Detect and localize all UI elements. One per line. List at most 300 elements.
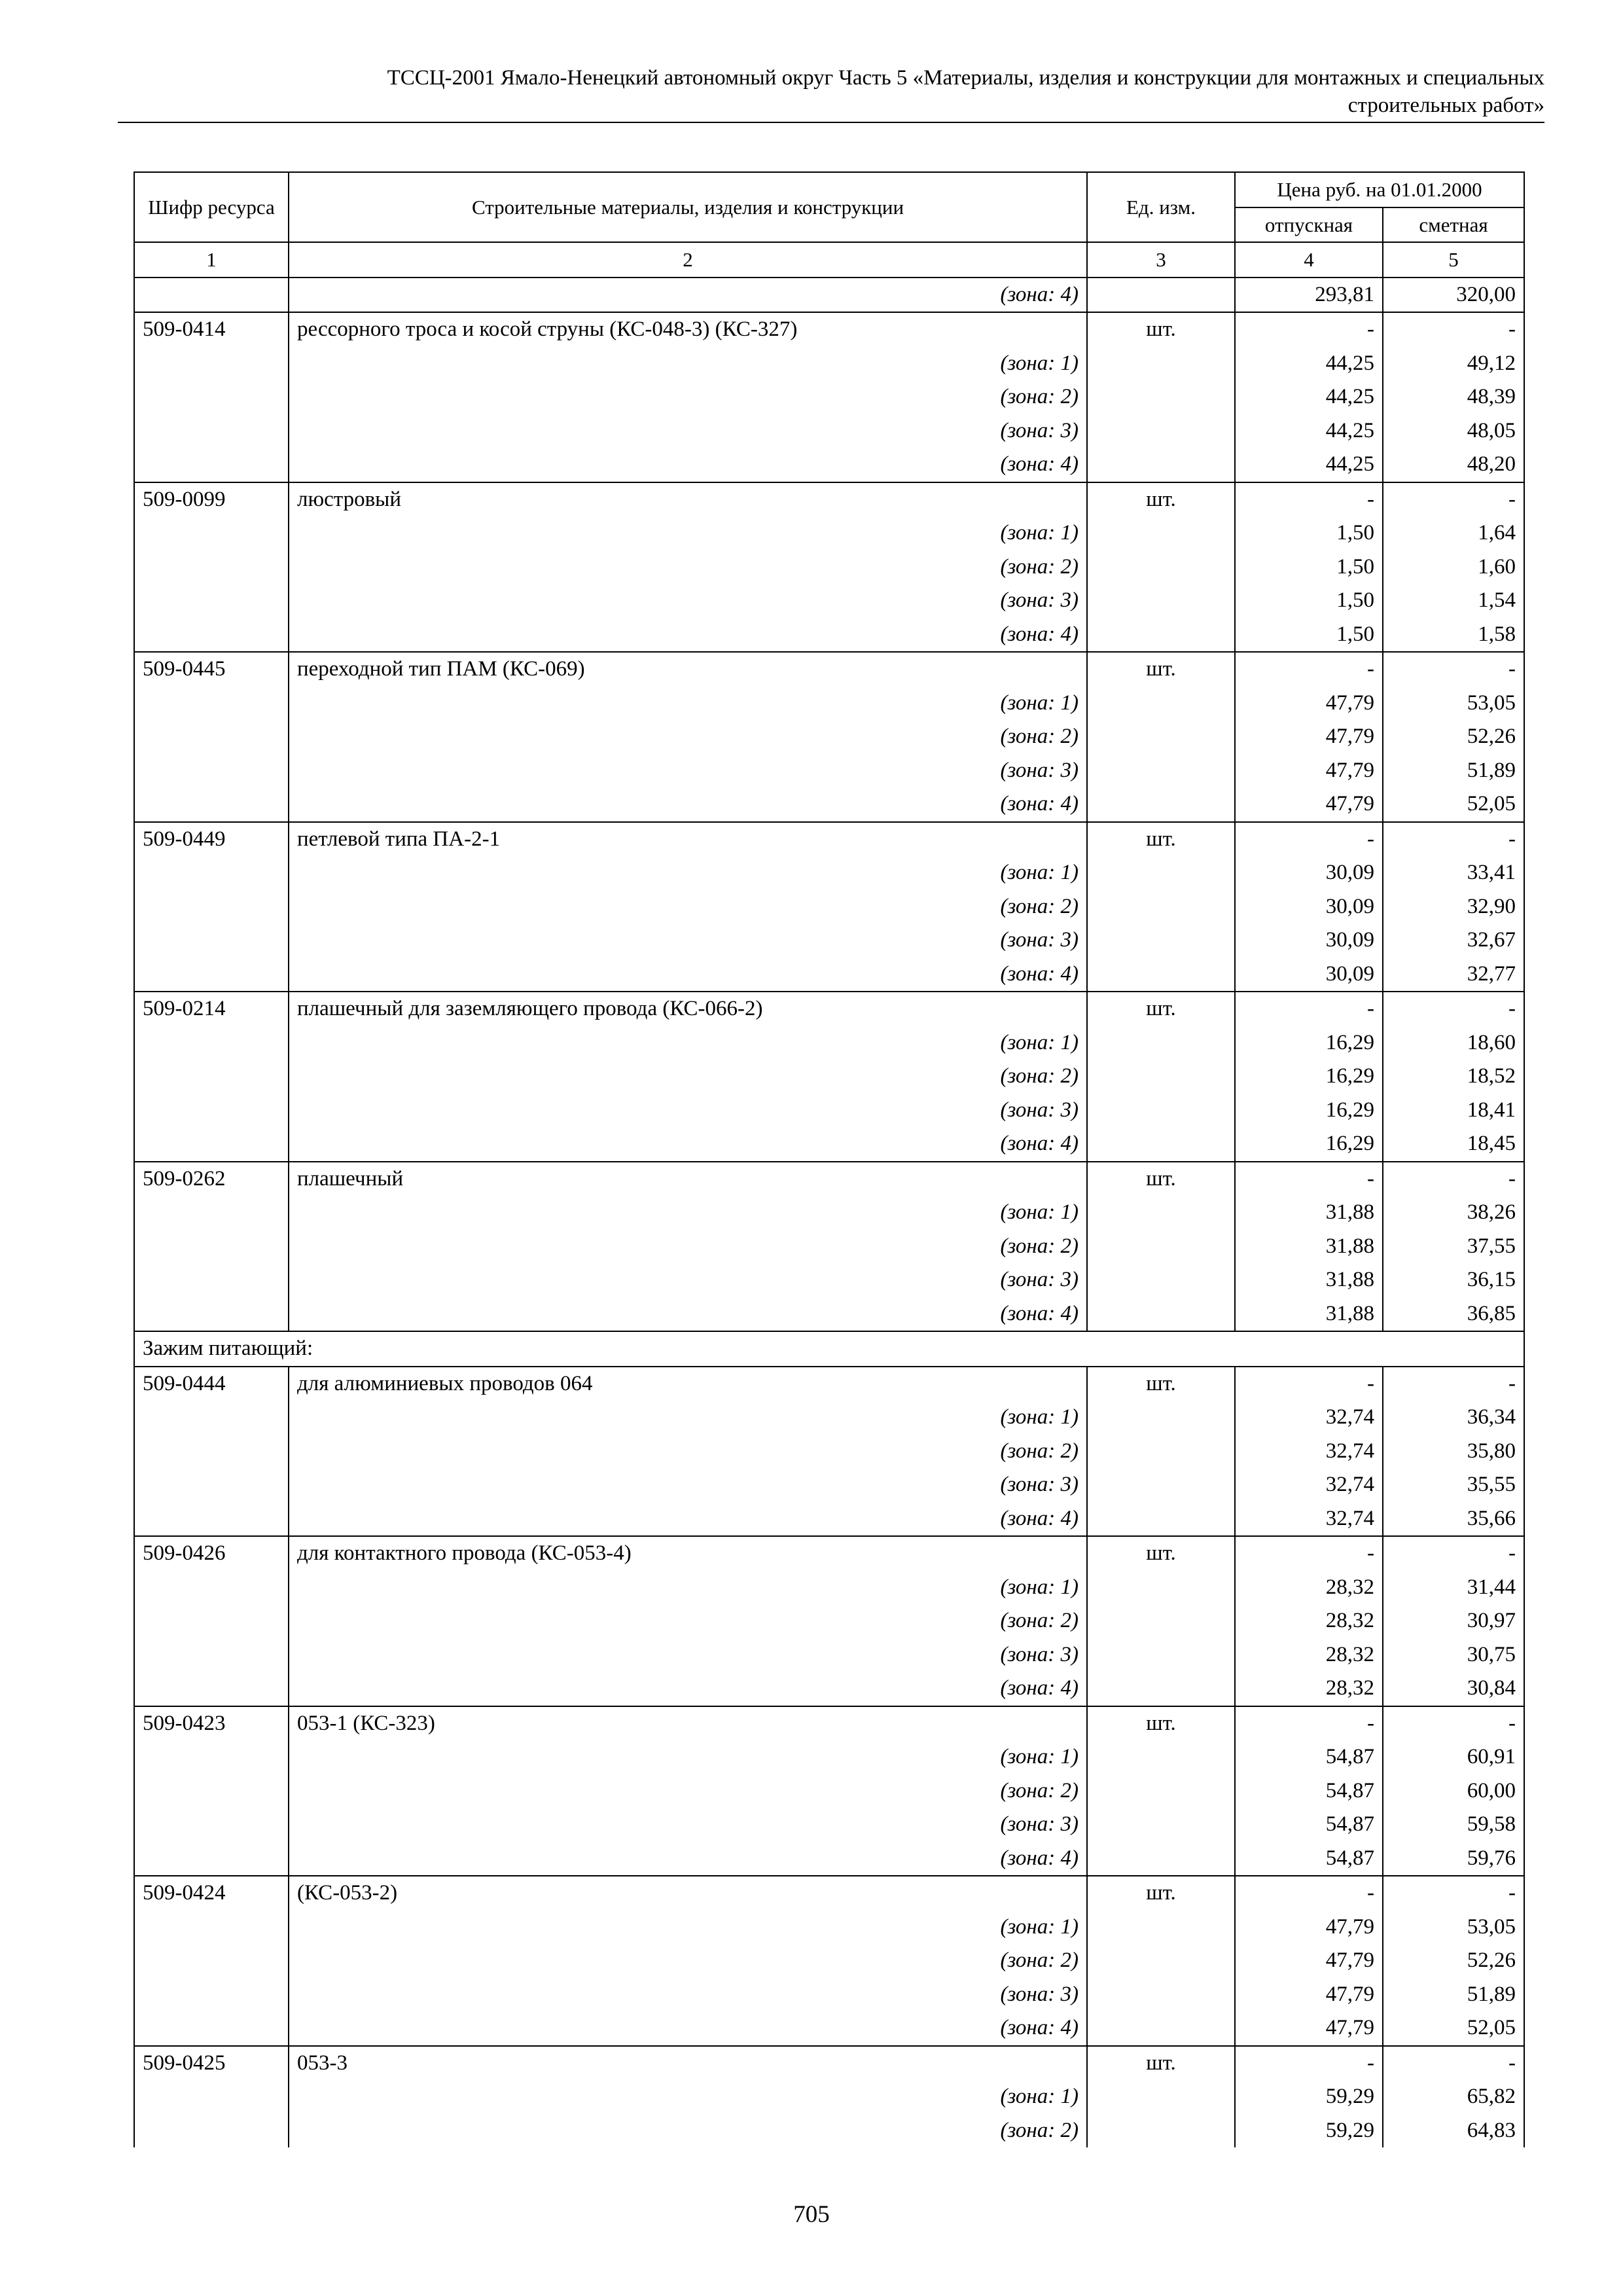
unit-cell xyxy=(1087,1230,1235,1264)
zone-row xyxy=(134,2011,1524,2046)
estimate-price: - xyxy=(1383,482,1524,517)
release-price: 28,32 xyxy=(1235,1604,1383,1638)
estimate-price: 53,05 xyxy=(1383,687,1524,721)
item-name: плашечный xyxy=(289,1162,1087,1196)
column-header-estimate-price: сметная xyxy=(1383,207,1524,243)
item-row xyxy=(134,822,1524,857)
resource-code xyxy=(134,347,289,381)
zone-label: (зона: 2) xyxy=(289,1060,1087,1094)
item-row xyxy=(134,1876,1524,1910)
resource-code xyxy=(134,1263,289,1297)
zone-row xyxy=(134,924,1524,958)
unit-cell xyxy=(1087,1026,1235,1060)
release-price: 1,50 xyxy=(1235,550,1383,584)
unit-cell xyxy=(1087,1196,1235,1230)
resource-code xyxy=(134,1435,289,1469)
zone-label: (зона: 4) xyxy=(289,1297,1087,1332)
release-price: 32,74 xyxy=(1235,1502,1383,1537)
item-name: люстровый xyxy=(289,482,1087,517)
resource-code xyxy=(134,2114,289,2148)
item-name: для алюминиевых проводов 064 xyxy=(289,1367,1087,1401)
zone-row xyxy=(134,1230,1524,1264)
release-price: - xyxy=(1235,822,1383,857)
release-price: 30,09 xyxy=(1235,890,1383,924)
unit-cell xyxy=(1087,1571,1235,1605)
zone-label: (зона: 4) xyxy=(289,1672,1087,1706)
estimate-price: 52,05 xyxy=(1383,787,1524,822)
zone-label: (зона: 3) xyxy=(289,754,1087,788)
zone-label: (зона: 2) xyxy=(289,1435,1087,1469)
zone-row xyxy=(134,2080,1524,2114)
estimate-price: 60,00 xyxy=(1383,1774,1524,1808)
estimate-price: 60,91 xyxy=(1383,1740,1524,1774)
release-price: 31,88 xyxy=(1235,1196,1383,1230)
estimate-price: 1,54 xyxy=(1383,584,1524,618)
estimate-price: - xyxy=(1383,1876,1524,1910)
unit-cell: шт. xyxy=(1087,1706,1235,1741)
estimate-price: 52,26 xyxy=(1383,1944,1524,1978)
release-price: - xyxy=(1235,992,1383,1026)
resource-code xyxy=(134,1230,289,1264)
column-number: 2 xyxy=(289,242,1087,278)
page-header xyxy=(118,64,1544,119)
resource-code: 509-0444 xyxy=(134,1367,289,1401)
resource-code xyxy=(134,278,289,313)
resource-code: 509-0426 xyxy=(134,1536,289,1571)
unit-cell xyxy=(1087,516,1235,550)
resource-code xyxy=(134,1502,289,1537)
estimate-price: 31,44 xyxy=(1383,1571,1524,1605)
estimate-price: - xyxy=(1383,992,1524,1026)
zone-label: (зона: 2) xyxy=(289,1774,1087,1808)
zone-row xyxy=(134,856,1524,890)
resource-code xyxy=(134,720,289,754)
zone-label: (зона: 3) xyxy=(289,1978,1087,2012)
unit-cell xyxy=(1087,414,1235,448)
zone-row xyxy=(134,1094,1524,1128)
zone-row xyxy=(134,1740,1524,1774)
zone-label: (зона: 1) xyxy=(289,1026,1087,1060)
release-price: 44,25 xyxy=(1235,347,1383,381)
release-price: 32,74 xyxy=(1235,1468,1383,1502)
item-row xyxy=(134,1367,1524,1401)
unit-cell xyxy=(1087,1263,1235,1297)
column-number: 4 xyxy=(1235,242,1383,278)
unit-cell xyxy=(1087,380,1235,414)
zone-row xyxy=(134,448,1524,482)
release-price: 1,50 xyxy=(1235,584,1383,618)
resource-code: 509-0099 xyxy=(134,482,289,517)
zone-label: (зона: 3) xyxy=(289,414,1087,448)
resource-code: 509-0414 xyxy=(134,312,289,347)
zone-label: (зона: 1) xyxy=(289,1571,1087,1605)
unit-cell xyxy=(1087,1127,1235,1162)
unit-cell xyxy=(1087,1401,1235,1435)
estimate-price: 48,20 xyxy=(1383,448,1524,482)
unit-cell xyxy=(1087,1910,1235,1945)
zone-label: (зона: 4) xyxy=(289,1502,1087,1537)
estimate-price: 48,39 xyxy=(1383,380,1524,414)
zone-label: (зона: 1) xyxy=(289,687,1087,721)
unit-cell xyxy=(1087,720,1235,754)
page-number: 705 xyxy=(793,2201,830,2228)
zone-row xyxy=(134,1468,1524,1502)
resource-code xyxy=(134,687,289,721)
zone-row xyxy=(134,1297,1524,1332)
zone-row xyxy=(134,550,1524,584)
zone-row xyxy=(134,1026,1524,1060)
column-header-release-price: отпускная xyxy=(1235,207,1383,243)
table-body xyxy=(134,278,1524,2148)
zone-row xyxy=(134,1604,1524,1638)
estimate-price: 35,66 xyxy=(1383,1502,1524,1537)
unit-cell xyxy=(1087,1297,1235,1332)
resource-code xyxy=(134,1808,289,1842)
release-price: 47,79 xyxy=(1235,1944,1383,1978)
release-price: 31,88 xyxy=(1235,1230,1383,1264)
unit-cell xyxy=(1087,1978,1235,2012)
resource-code: 509-0425 xyxy=(134,2046,289,2081)
estimate-price: 32,77 xyxy=(1383,958,1524,992)
unit-cell: шт. xyxy=(1087,1367,1235,1401)
resource-code xyxy=(134,550,289,584)
zone-row xyxy=(134,687,1524,721)
unit-cell xyxy=(1087,687,1235,721)
zone-label: (зона: 2) xyxy=(289,890,1087,924)
resource-code xyxy=(134,1604,289,1638)
resource-code xyxy=(134,618,289,653)
resource-code xyxy=(134,1468,289,1502)
estimate-price: 18,52 xyxy=(1383,1060,1524,1094)
release-price: 28,32 xyxy=(1235,1638,1383,1672)
estimate-price: 30,84 xyxy=(1383,1672,1524,1706)
item-row xyxy=(134,2046,1524,2081)
estimate-price: 32,67 xyxy=(1383,924,1524,958)
resource-code xyxy=(134,380,289,414)
release-price: - xyxy=(1235,312,1383,347)
column-header-unit: Ед. изм. xyxy=(1087,172,1235,242)
unit-cell: шт. xyxy=(1087,482,1235,517)
item-name: 053-3 xyxy=(289,2046,1087,2081)
estimate-price: 36,85 xyxy=(1383,1297,1524,1332)
resource-code xyxy=(134,958,289,992)
zone-label: (зона: 2) xyxy=(289,550,1087,584)
zone-row xyxy=(134,1638,1524,1672)
resource-code xyxy=(134,787,289,822)
unit-cell xyxy=(1087,1060,1235,1094)
zone-row xyxy=(134,1571,1524,1605)
unit-cell xyxy=(1087,2080,1235,2114)
release-price: 28,32 xyxy=(1235,1672,1383,1706)
estimate-price: 48,05 xyxy=(1383,414,1524,448)
estimate-price: - xyxy=(1383,1706,1524,1741)
zone-row xyxy=(134,1502,1524,1537)
item-row xyxy=(134,1536,1524,1571)
unit-cell xyxy=(1087,1842,1235,1876)
zone-row xyxy=(134,1842,1524,1876)
zone-row xyxy=(134,754,1524,788)
unit-cell xyxy=(1087,890,1235,924)
resource-code: 509-0445 xyxy=(134,652,289,687)
unit-cell xyxy=(1087,754,1235,788)
zone-label: (зона: 1) xyxy=(289,347,1087,381)
estimate-price: 51,89 xyxy=(1383,754,1524,788)
item-row xyxy=(134,992,1524,1026)
zone-label: (зона: 4) xyxy=(289,278,1087,313)
release-price: 44,25 xyxy=(1235,380,1383,414)
release-price: 47,79 xyxy=(1235,787,1383,822)
item-name: для контактного провода (КС-053-4) xyxy=(289,1536,1087,1571)
zone-label: (зона: 4) xyxy=(289,1127,1087,1162)
zone-row xyxy=(134,1808,1524,1842)
zone-row xyxy=(134,2114,1524,2148)
release-price: 31,88 xyxy=(1235,1297,1383,1332)
unit-cell xyxy=(1087,1094,1235,1128)
estimate-price: 59,76 xyxy=(1383,1842,1524,1876)
estimate-price: 18,41 xyxy=(1383,1094,1524,1128)
release-price: 16,29 xyxy=(1235,1026,1383,1060)
resource-code xyxy=(134,1740,289,1774)
zone-label: (зона: 2) xyxy=(289,1944,1087,1978)
resource-code xyxy=(134,1196,289,1230)
zone-label: (зона: 4) xyxy=(289,2011,1087,2046)
release-price: - xyxy=(1235,1367,1383,1401)
release-price: 293,81 xyxy=(1235,278,1383,313)
zone-row xyxy=(134,1060,1524,1094)
estimate-price: 52,05 xyxy=(1383,2011,1524,2046)
estimate-price: 65,82 xyxy=(1383,2080,1524,2114)
zone-label: (зона: 4) xyxy=(289,448,1087,482)
item-name: (КС-053-2) xyxy=(289,1876,1087,1910)
zone-row xyxy=(134,1910,1524,1945)
zone-label: (зона: 2) xyxy=(289,1230,1087,1264)
estimate-price: 52,26 xyxy=(1383,720,1524,754)
estimate-price: 36,34 xyxy=(1383,1401,1524,1435)
resource-code xyxy=(134,1060,289,1094)
item-row xyxy=(134,482,1524,517)
resource-code xyxy=(134,1910,289,1945)
unit-cell xyxy=(1087,2011,1235,2046)
unit-cell xyxy=(1087,1638,1235,1672)
resource-code: 509-0423 xyxy=(134,1706,289,1741)
release-price: 32,74 xyxy=(1235,1401,1383,1435)
release-price: 47,79 xyxy=(1235,1978,1383,2012)
column-header-price-group: Цена руб. на 01.01.2000 xyxy=(1235,172,1524,207)
zone-row xyxy=(134,1196,1524,1230)
unit-cell xyxy=(1087,448,1235,482)
zone-row xyxy=(134,720,1524,754)
estimate-price: 51,89 xyxy=(1383,1978,1524,2012)
estimate-price: 1,64 xyxy=(1383,516,1524,550)
estimate-price: - xyxy=(1383,2046,1524,2081)
unit-cell xyxy=(1087,856,1235,890)
zone-label: (зона: 1) xyxy=(289,1910,1087,1945)
unit-cell xyxy=(1087,1740,1235,1774)
resource-code xyxy=(134,1094,289,1128)
zone-row xyxy=(134,1978,1524,2012)
resource-code: 509-0424 xyxy=(134,1876,289,1910)
zone-row xyxy=(134,1263,1524,1297)
unit-cell: шт. xyxy=(1087,1536,1235,1571)
zone-row xyxy=(134,1127,1524,1162)
release-price: 30,09 xyxy=(1235,958,1383,992)
release-price: 47,79 xyxy=(1235,2011,1383,2046)
release-price: - xyxy=(1235,1706,1383,1741)
zone-row xyxy=(134,1672,1524,1706)
estimate-price: 49,12 xyxy=(1383,347,1524,381)
column-number: 3 xyxy=(1087,242,1235,278)
resource-code xyxy=(134,516,289,550)
release-price: 28,32 xyxy=(1235,1571,1383,1605)
resource-code xyxy=(134,1774,289,1808)
unit-cell xyxy=(1087,1808,1235,1842)
resource-code xyxy=(134,2011,289,2046)
resource-code xyxy=(134,1638,289,1672)
item-row xyxy=(134,1162,1524,1196)
unit-cell xyxy=(1087,2114,1235,2148)
resource-code: 509-0262 xyxy=(134,1162,289,1196)
header-line-2: строительных работ» xyxy=(1347,94,1544,117)
unit-cell: шт. xyxy=(1087,1162,1235,1196)
resource-code xyxy=(134,856,289,890)
resource-code xyxy=(134,1571,289,1605)
zone-row xyxy=(134,516,1524,550)
release-price: - xyxy=(1235,482,1383,517)
zone-row xyxy=(134,414,1524,448)
estimate-price: 64,83 xyxy=(1383,2114,1524,2148)
resource-code xyxy=(134,414,289,448)
release-price: 54,87 xyxy=(1235,1740,1383,1774)
estimate-price: 37,55 xyxy=(1383,1230,1524,1264)
zone-label: (зона: 4) xyxy=(289,618,1087,653)
estimate-price: 1,60 xyxy=(1383,550,1524,584)
unit-cell xyxy=(1087,347,1235,381)
release-price: - xyxy=(1235,1536,1383,1571)
price-table xyxy=(134,171,1525,2147)
resource-code xyxy=(134,1842,289,1876)
zone-label: (зона: 3) xyxy=(289,1638,1087,1672)
item-row xyxy=(134,652,1524,687)
unit-cell xyxy=(1087,1774,1235,1808)
release-price: 44,25 xyxy=(1235,414,1383,448)
estimate-price: 35,80 xyxy=(1383,1435,1524,1469)
resource-code xyxy=(134,1297,289,1332)
resource-code xyxy=(134,1127,289,1162)
resource-code xyxy=(134,1944,289,1978)
estimate-price: 53,05 xyxy=(1383,1910,1524,1945)
resource-code xyxy=(134,584,289,618)
zone-row xyxy=(134,1774,1524,1808)
unit-cell xyxy=(1087,1672,1235,1706)
release-price: - xyxy=(1235,1162,1383,1196)
release-price: 16,29 xyxy=(1235,1060,1383,1094)
release-price: 16,29 xyxy=(1235,1127,1383,1162)
unit-cell: шт. xyxy=(1087,2046,1235,2081)
zone-label: (зона: 4) xyxy=(289,958,1087,992)
zone-label: (зона: 1) xyxy=(289,1196,1087,1230)
zone-label: (зона: 2) xyxy=(289,380,1087,414)
unit-cell: шт. xyxy=(1087,312,1235,347)
zone-label: (зона: 4) xyxy=(289,787,1087,822)
unit-cell: шт. xyxy=(1087,1876,1235,1910)
zone-row xyxy=(134,380,1524,414)
estimate-price: - xyxy=(1383,1162,1524,1196)
release-price: 59,29 xyxy=(1235,2114,1383,2148)
release-price: 30,09 xyxy=(1235,924,1383,958)
estimate-price: 18,60 xyxy=(1383,1026,1524,1060)
unit-cell xyxy=(1087,1435,1235,1469)
estimate-price: - xyxy=(1383,312,1524,347)
unit-cell xyxy=(1087,1502,1235,1537)
resource-code: 509-0449 xyxy=(134,822,289,857)
release-price: - xyxy=(1235,1876,1383,1910)
item-name: переходной тип ПАМ (КС-069) xyxy=(289,652,1087,687)
release-price: 31,88 xyxy=(1235,1263,1383,1297)
estimate-price: 30,97 xyxy=(1383,1604,1524,1638)
zone-label: (зона: 2) xyxy=(289,2114,1087,2148)
estimate-price: 59,58 xyxy=(1383,1808,1524,1842)
item-name: плашечный для заземляющего провода (КС-066-2) xyxy=(289,992,1087,1026)
item-row xyxy=(134,1706,1524,1741)
zone-row xyxy=(134,890,1524,924)
zone-row xyxy=(134,1944,1524,1978)
release-price: - xyxy=(1235,652,1383,687)
resource-code xyxy=(134,2080,289,2114)
unit-cell xyxy=(1087,1604,1235,1638)
release-price: 54,87 xyxy=(1235,1808,1383,1842)
column-number: 1 xyxy=(134,242,289,278)
release-price: 1,50 xyxy=(1235,516,1383,550)
release-price: 30,09 xyxy=(1235,856,1383,890)
resource-code xyxy=(134,924,289,958)
zone-label: (зона: 4) xyxy=(289,1842,1087,1876)
estimate-price: 1,58 xyxy=(1383,618,1524,653)
zone-label: (зона: 3) xyxy=(289,1094,1087,1128)
unit-cell xyxy=(1087,618,1235,653)
zone-label: (зона: 3) xyxy=(289,584,1087,618)
column-header-code: Шифр ресурса xyxy=(134,172,289,242)
release-price: 54,87 xyxy=(1235,1774,1383,1808)
unit-cell xyxy=(1087,278,1235,313)
release-price: - xyxy=(1235,2046,1383,2081)
resource-code xyxy=(134,754,289,788)
unit-cell xyxy=(1087,787,1235,822)
item-name: рессорного троса и косой струны (КС-048-3) (КС-327) xyxy=(289,312,1087,347)
section-row xyxy=(134,1331,1524,1367)
unit-cell: шт. xyxy=(1087,652,1235,687)
zone-label: (зона: 3) xyxy=(289,1263,1087,1297)
estimate-price: 35,55 xyxy=(1383,1468,1524,1502)
zone-label: (зона: 1) xyxy=(289,856,1087,890)
release-price: 32,74 xyxy=(1235,1435,1383,1469)
header-rule xyxy=(118,122,1544,123)
estimate-price: 36,15 xyxy=(1383,1263,1524,1297)
item-name: 053-1 (КС-323) xyxy=(289,1706,1087,1741)
release-price: 47,79 xyxy=(1235,754,1383,788)
estimate-price: 38,26 xyxy=(1383,1196,1524,1230)
estimate-price: 32,90 xyxy=(1383,890,1524,924)
estimate-price: - xyxy=(1383,822,1524,857)
zone-label: (зона: 2) xyxy=(289,720,1087,754)
zone-label: (зона: 3) xyxy=(289,1808,1087,1842)
resource-code xyxy=(134,890,289,924)
zone-row xyxy=(134,618,1524,653)
zone-row xyxy=(134,1401,1524,1435)
estimate-price: 33,41 xyxy=(1383,856,1524,890)
column-header-name: Строительные материалы, изделия и конструкции xyxy=(289,172,1087,242)
zone-label: (зона: 1) xyxy=(289,2080,1087,2114)
unit-cell xyxy=(1087,584,1235,618)
